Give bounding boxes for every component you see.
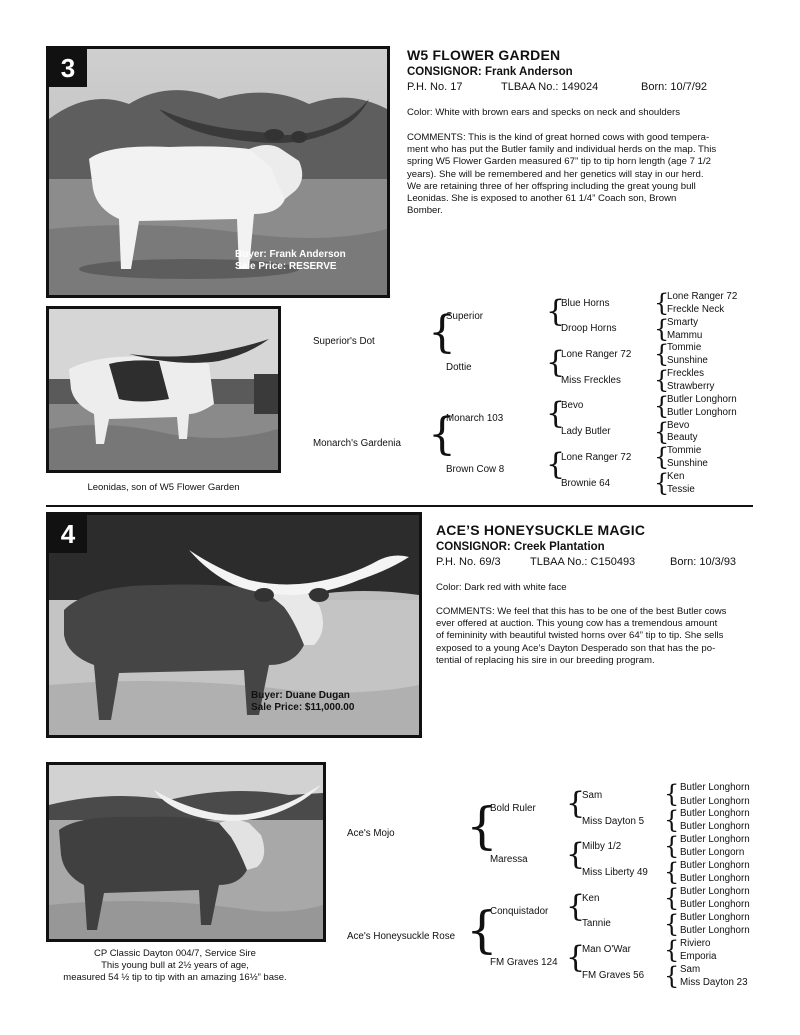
lot3-comments [407,132,752,217]
pedigree-brace: { [654,418,670,446]
comment-line: of femininity with beautiful twisted horns over 64” tip to tip. She sells [436,630,724,642]
lot3-born: Born: 10/7/92 [641,81,708,93]
pedigree-gen4: Strawberry [667,381,715,392]
buyer-label [251,690,354,714]
lot3-ph-no: P.H. No. 17 [407,81,463,93]
pedigree-gen4: Sunshine [667,355,708,366]
lot3-consignor: CONSIGNOR: Frank Anderson [407,66,573,78]
pedigree-gen2: Bold Ruler [490,803,536,814]
pedigree-gen4: Butler Longhorn [680,912,750,923]
lot4-born: Born: 10/3/93 [670,556,737,568]
pedigree-gen3: Milby 1/2 [582,841,622,852]
pedigree-gen3: Ken [582,893,600,904]
lot4-cow-photo [46,512,422,738]
caption-line: This young bull at 2½ years of age, [101,960,249,971]
lot4-sire-photo [46,762,326,942]
pedigree-gen2: FM Graves 124 [490,957,558,968]
pedigree-gen3: Brownie 64 [561,478,611,489]
bull-illustration [49,765,323,939]
pedigree-gen4: Miss Dayton 23 [680,977,748,988]
pedigree-gen4: Riviero [680,938,711,949]
pedigree-gen4: Lone Ranger 72 [667,291,738,302]
pedigree-sire: Ace's Mojo [347,828,395,839]
pedigree-brace: { [546,447,566,482]
pedigree-brace: { [546,396,566,431]
pedigree-gen4: Butler Longhorn [667,394,737,405]
lot-number-badge: 3 [49,49,87,87]
pedigree-gen2: Conquistador [490,906,549,917]
lot3-son-photo [46,306,281,473]
pedigree-gen4: Tessie [667,484,695,495]
pedigree-gen3: Bevo [561,400,584,411]
pedigree-gen4: Smarty [667,317,699,328]
pedigree-gen3: Blue Horns [561,298,610,309]
bull-illustration [49,309,278,470]
pedigree-brace: { [654,366,670,394]
pedigree-gen4: Beauty [667,432,698,443]
lot3-tlbaa-no: TLBAA No.: 149024 [501,81,599,93]
pedigree-sire: Superior's Dot [313,336,375,347]
pedigree-gen4: Freckle Neck [667,304,725,315]
comment-line: ment who has put the Butler family and individual herds on the map. This [407,144,717,156]
pedigree-gen4: Tommie [667,445,702,456]
comment-line: Bomber. [407,205,443,217]
pedigree-brace: { [428,307,456,358]
buyer-label [235,249,346,273]
pedigree-brace: { [654,315,670,343]
sale-price: Sale Price: RESERVE [235,261,337,272]
pedigree-gen4: Mammu [667,330,703,341]
pedigree-gen4: Butler Longhorn [680,899,750,910]
comment-line: Leonidas. She is exposed to another 61 1/4” Coach son, Brown [407,193,677,205]
pedigree-brace: { [466,797,498,855]
lot4-comments [436,606,752,667]
pedigree-dam: Monarch's Gardenia [313,438,401,449]
pedigree-brace: { [654,289,670,317]
pedigree-brace: { [664,884,680,912]
pedigree-brace: { [566,940,586,975]
pedigree-brace: { [566,889,586,924]
pedigree-gen2: Superior [446,311,484,322]
lot4-photo-caption [46,948,304,984]
pedigree-gen4: Freckles [667,368,705,379]
pedigree-gen4: Butler Longhorn [680,808,750,819]
lot4-tlbaa-no: TLBAA No.: C150493 [530,556,636,568]
caption-line: measured 54 ½ tip to tip with an amazing 16½” base. [63,972,287,983]
pedigree-brace: { [546,294,566,329]
pedigree-gen3: Lone Ranger 72 [561,452,632,463]
pedigree-gen4: Butler Longhorn [680,834,750,845]
lot3-photo-caption: Leonidas, son of W5 Flower Garden [87,482,240,493]
pedigree-brace: { [546,345,566,380]
pedigree-brace: { [566,786,586,821]
pedigree-gen3: Tannie [582,918,611,929]
pedigree-gen2: Monarch 103 [446,413,504,424]
pedigree-gen4: Sam [680,964,701,975]
sale-price: Sale Price: $11,000.00 [251,702,355,713]
pedigree-gen2: Maressa [490,854,528,865]
pedigree-gen3: Miss Dayton 5 [582,816,645,827]
pedigree-gen4: Emporia [680,951,717,962]
pedigree-gen4: Ken [667,471,685,482]
pedigree-gen3: Lady Butler [561,426,611,437]
pedigree-gen3: Man O'War [582,944,631,955]
pedigree-gen4: Butler Longhorn [680,860,750,871]
lot3-color: Color: White with brown ears and specks on neck and shoulders [407,107,681,118]
pedigree-brace: { [566,837,586,872]
comment-line: ever offered at auction. This young cow has a tremendous amount [436,618,718,630]
pedigree-gen4: Butler Longhorn [680,821,750,832]
pedigree-gen2: Dottie [446,362,472,373]
pedigree-gen3: Droop Horns [561,323,617,334]
pedigree-brace: { [664,858,680,886]
pedigree-gen4: Butler Longhorn [680,886,750,897]
pedigree-gen4: Butler Longhorn [680,782,750,793]
pedigree-gen3: FM Graves 56 [582,970,645,981]
comment-line: years). She will be remembered and her genetics will stay in our herd. [407,168,704,180]
pedigree-gen3: Lone Ranger 72 [561,349,632,360]
comment-line: COMMENTS: We feel that this has to be one of the best Butler cows [436,606,727,617]
pedigree-dam: Ace's Honeysuckle Rose [347,931,456,942]
pedigree-brace: { [664,936,680,964]
pedigree-brace: { [664,962,680,990]
pedigree-brace: { [654,392,670,420]
lot3-title: W5 FLOWER GARDEN [407,47,561,63]
section-divider [46,505,753,507]
caption-line: CP Classic Dayton 004/7, Service Sire [94,948,256,959]
pedigree-gen4: Butler Longorn [680,847,745,858]
buyer-name: Buyer: Frank Anderson [235,249,346,260]
pedigree-gen4: Bevo [667,420,690,431]
lot-number-badge: 4 [49,515,87,553]
lot4-ph-no: P.H. No. 69/3 [436,556,501,568]
pedigree-gen4: Butler Longhorn [680,796,750,807]
lot4-color: Color: Dark red with white face [436,582,567,593]
pedigree-brace: { [428,409,456,460]
pedigree-brace: { [664,780,680,808]
pedigree-brace: { [654,469,670,497]
pedigree-gen4: Butler Longhorn [667,407,737,418]
comment-line: exposed to a young Ace’s Dayton Desperado son that has the po- [436,642,716,654]
pedigree-brace: { [466,901,498,959]
comment-line: We are retaining three of her offspring including the great young bull [407,180,696,192]
lot4-title: ACE’S HONEYSUCKLE MAGIC [436,522,646,538]
comment-line: tential of replacing his sire in our breeding program. [436,654,655,666]
pedigree-gen2: Brown Cow 8 [446,464,505,475]
pedigree-gen4: Butler Longhorn [680,873,750,884]
pedigree-gen4: Butler Longhorn [680,925,750,936]
pedigree-brace: { [664,910,680,938]
comment-line: COMMENTS: This is the kind of great horned cows with good tempera- [407,132,710,143]
pedigree-gen4: Tommie [667,342,702,353]
cow-illustration [49,515,419,735]
pedigree-brace: { [664,832,680,860]
pedigree-gen3: Sam [582,790,603,801]
pedigree-brace: { [654,443,670,471]
pedigree-gen3: Miss Freckles [561,375,621,386]
pedigree-brace: { [654,340,670,368]
lot3-cow-photo [46,46,390,298]
comment-line: spring W5 Flower Garden measured 67” tip to tip horn length (age 7 1/2 [407,156,711,168]
pedigree-brace: { [664,806,680,834]
pedigree-gen4: Sunshine [667,458,708,469]
pedigree-gen3: Miss Liberty 49 [582,867,648,878]
lot4-consignor: CONSIGNOR: Creek Plantation [436,541,605,553]
buyer-name: Buyer: Duane Dugan [251,690,350,701]
